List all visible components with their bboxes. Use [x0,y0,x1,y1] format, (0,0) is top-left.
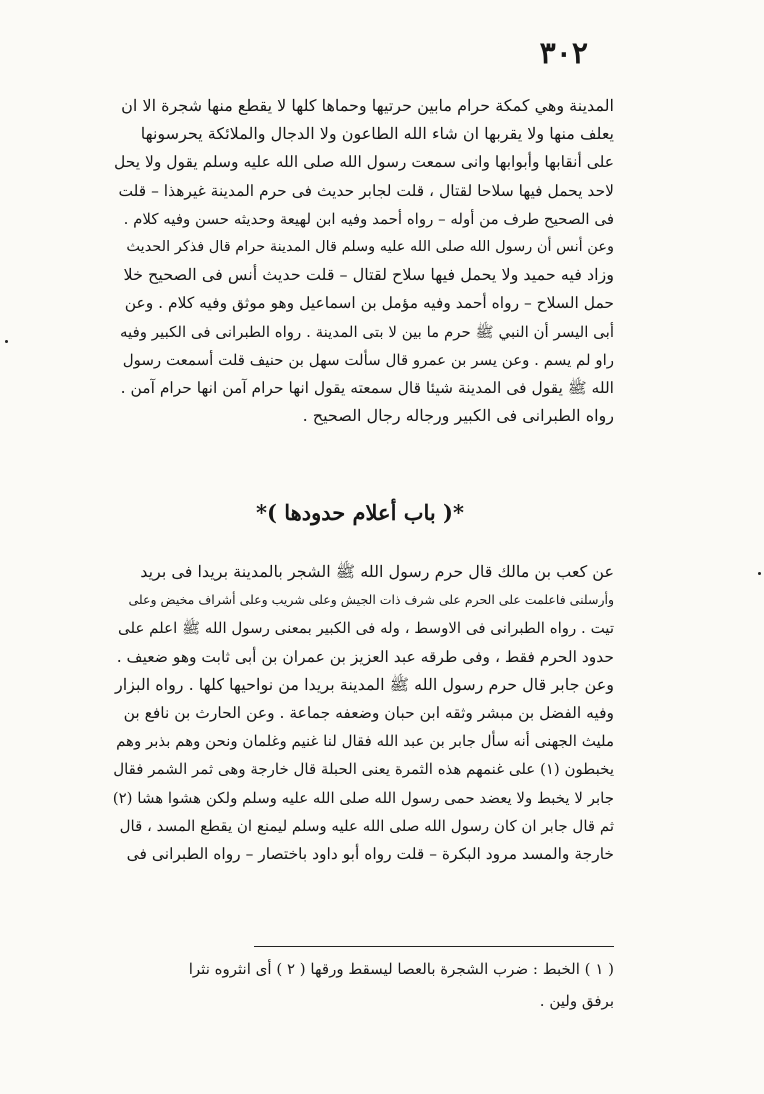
text-line: حمل السلاح – رواه أحمد وفيه مؤمل بن اسماعيل وهو موثق وفيه كلام . وعن [124,294,614,313]
text-line: المدينة وهي كمكة حرام مابين حرتيها وحماها كلها لا يقطع منها شجرة الا ان [121,96,614,115]
text-line: وأرسلنى فاعلمت على الحرم على شرف ذات الجيش وعلى شريب وعلى أشراف مخيض وعلى [128,592,614,608]
text-line: عن كعب بن مالك قال حرم رسول الله ﷺ الشجر بالمدينة بريدا فى بريد [140,562,614,581]
text-line: يعلف منها ولا يقربها ان شاء الله الطاعون ولا الدجال والملائكة يحرسونها [140,124,614,144]
footnotes [114,953,614,1017]
footnote-divider [254,946,614,947]
text-line: وزاد فيه حميد ولا يحمل فيها سلاح لقتال – قلت حديث أنس فى الصحيح خلا [123,265,614,285]
text-line: تيت . رواه الطبرانى فى الاوسط ، وله فى الكبير بمعنى رسول الله ﷺ اعلم على [117,619,614,638]
hadith-text-top [114,92,614,430]
text-line: جابر لا يخبط ولا يعضد حمى رسول الله صلى الله عليه وسلم ولكن هشوا هشا (٢) [112,788,614,807]
text-line: خارجة والمسد مرود البكرة – قلت رواه أبو داود باختصار – رواه الطبرانى فى [126,845,614,864]
section-heading: *( باب أعلام حدودها )* [256,500,464,525]
text-line: يخبطون (١) على غنمهم هذه الثمرة يعنى الحبلة قال خارجة وهى ثمر الشمر فقال [113,760,614,779]
text-line: على أنقابها وأبوابها وانى سمعت رسول الله صلى الله عليه وسلم يقول ولا يحل [114,153,614,172]
footnote-line: برفق ولين . [539,992,614,1010]
text-line: وعن جابر قال حرم رسول الله ﷺ المدينة بريدا من نواحيها كلها . رواه البزار [115,674,614,694]
text-line: ثم قال جابر ان كان رسول الله صلى الله عليه وسلم ليمنع ان يقطع المسد ، قال [119,816,614,835]
text-line: أبى اليسر أن النبي ﷺ حرم ما بين لا بتى المدينة . رواه الطبرانى فى الكبير وفيه [120,322,614,341]
footnote-line: ( ١ ) الخبط : ضرب الشجرة بالعصا ليسقط ورقها ( ٢ ) أى انثروه نثرا [188,960,614,978]
text-line: الله ﷺ يقول فى المدينة شيئا قال سمعته يقول انها حرام آمن انها حرام آمن . [120,379,614,398]
text-line: مليث الجهنى أنه سأل جابر بن عبد الله فقال لنا غنيم وغلمان ونحن وهم بذبر وهم [116,732,614,751]
text-line: حدود الحرم فقط ، وفى طرقه عبد العزيز بن عمران بن أبى ثابت وهو ضعيف . [116,647,614,666]
text-line: وعن أنس أن رسول الله صلى الله عليه وسلم قال المدينة حرام قال فذكر الحديث [126,239,614,256]
hadith-text-bottom [114,558,614,868]
margin-dot [5,340,8,343]
text-line: وفيه الفضل بن مبشر وثقه ابن حبان وضعفه جماعة . وعن الحارث بن نافع بن [123,704,614,723]
page-number: ٣٠٢ [539,36,588,71]
margin-dot [758,572,761,575]
text-line: لاحد يحمل فيها سلاحا لقتال ، قلت لجابر حديث فى حرم المدينة غيرهذا – قلت [118,181,614,200]
text-line: راو لم يسم . وعن يسر بن عمرو قال سألت سهل بن حنيف قلت أسمعت رسول [122,350,614,369]
text-line: فى الصحيح طرف من أوله – رواه أحمد وفيه ابن لهيعة وحديثه حسن وفيه كلام . [123,209,614,228]
text-line: رواه الطبرانى فى الكبير ورجاله رجال الصحيح . [302,406,614,426]
